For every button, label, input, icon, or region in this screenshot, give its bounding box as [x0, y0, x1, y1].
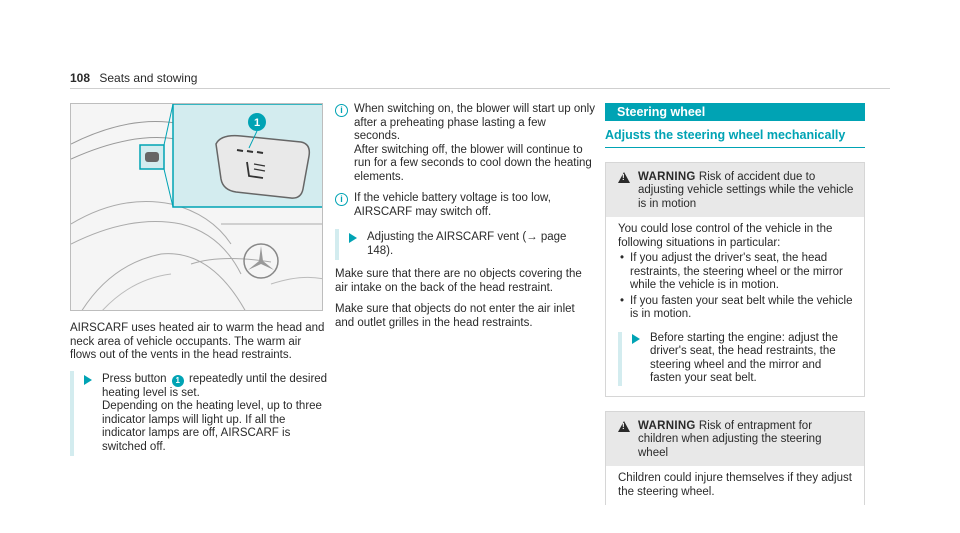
warning-title: [638, 171, 854, 212]
paragraph-intake: Make sure that there are no objects covering the air intake on the back of the head restraint.: [335, 268, 582, 294]
door-panel-illustration: [70, 103, 323, 311]
warning-step-text: Before starting the engine: adjust the driver's seat, the head restraints, the steering wheel and the mirror and fasten your seat belt.: [650, 331, 838, 384]
warning-body-text: You could lose control of the vehicle in the following situations in particular:: [618, 223, 833, 249]
step-adjust-vent: [339, 229, 595, 260]
step-prefix: Press button: [102, 372, 167, 385]
svg-text:1: 1: [253, 117, 261, 129]
warning-title-text: Risk of accident due to adjusting vehicle settings while the vehicle is in motion: [638, 170, 854, 210]
step-text: [102, 373, 330, 455]
column-3: [605, 103, 865, 505]
warning-step: [618, 332, 854, 386]
door-panel-drawing: [71, 104, 323, 311]
note-battery: [335, 192, 595, 219]
page-number: 108: [70, 71, 91, 85]
note1b-text: After switching off, the blower will continue to run for a few seconds to cool down the heating elements.: [354, 143, 592, 183]
warning-body: [606, 217, 864, 396]
column-2: [335, 103, 595, 338]
warning-title: [638, 420, 854, 461]
warning-box-entrapment: [605, 411, 865, 506]
warning-bullets: [618, 252, 854, 322]
arrow-right-icon: [84, 375, 96, 385]
warning-triangle-icon: [618, 172, 630, 183]
step-block: [70, 371, 330, 457]
section-name: Seats and stowing: [99, 71, 198, 85]
note2-text: If the vehicle battery voltage is too low, AIRSCARF may switch off.: [354, 192, 551, 218]
section-title: Steering wheel: [605, 103, 865, 121]
subsection-title: Adjusts the steering wheel mechanically: [605, 129, 865, 148]
airscarf-intro: AIRSCARF uses heated air to warm the head and neck area of vehicle occupants. The warm air flows out of the vents in the head restraints.: [70, 322, 325, 361]
list-item: • If you adjust the driver's seat, the head restraints, the steering wheel or the mirror while the vehicle is in motion.: [618, 252, 854, 293]
warning-label: WARNING: [638, 419, 696, 432]
header-divider: [70, 88, 890, 89]
warning-box-accident: [605, 162, 865, 397]
note1-text: When switching on, the blower will start up only after a preheating phase lasting a few seconds.: [354, 103, 595, 142]
step-block: [335, 229, 595, 260]
warning-title-text: Risk of entrapment for children when adjusting the steering wheel: [638, 419, 822, 459]
step-detail: Depending on the heating level, up to three indicator lamps will light up. If all the indicator lamps are off, AIRSCARF is switched off.: [102, 400, 322, 453]
warning-label: WARNING: [638, 170, 696, 183]
warning-header: [606, 412, 864, 467]
note-blower: [335, 103, 595, 184]
arrow-right-icon: [349, 233, 361, 243]
step-suffix: repeatedly until the desired heating level is set.: [102, 372, 328, 399]
warning-body-text: Children could injure themselves if they adjust the steering wheel.: [618, 472, 852, 498]
column-1: [70, 322, 330, 456]
info-icon: i: [335, 104, 348, 117]
step-text: Adjusting the AIRSCARF vent (→ page 148).: [367, 231, 567, 257]
info-icon: i: [335, 193, 348, 206]
callout-1-icon: 1: [172, 375, 184, 387]
step-press-button: [74, 371, 330, 457]
warning-body: [606, 466, 864, 505]
paragraph-grilles: Make sure that objects do not enter the air inlet and outlet grilles in the head restraints.: [335, 303, 575, 329]
page-header: [70, 72, 197, 86]
arrow-right-icon: [632, 334, 644, 344]
warning-triangle-icon: [618, 421, 630, 432]
warning-header: [606, 163, 864, 218]
list-item: • If you fasten your seat belt while the vehicle is in motion.: [618, 295, 854, 322]
